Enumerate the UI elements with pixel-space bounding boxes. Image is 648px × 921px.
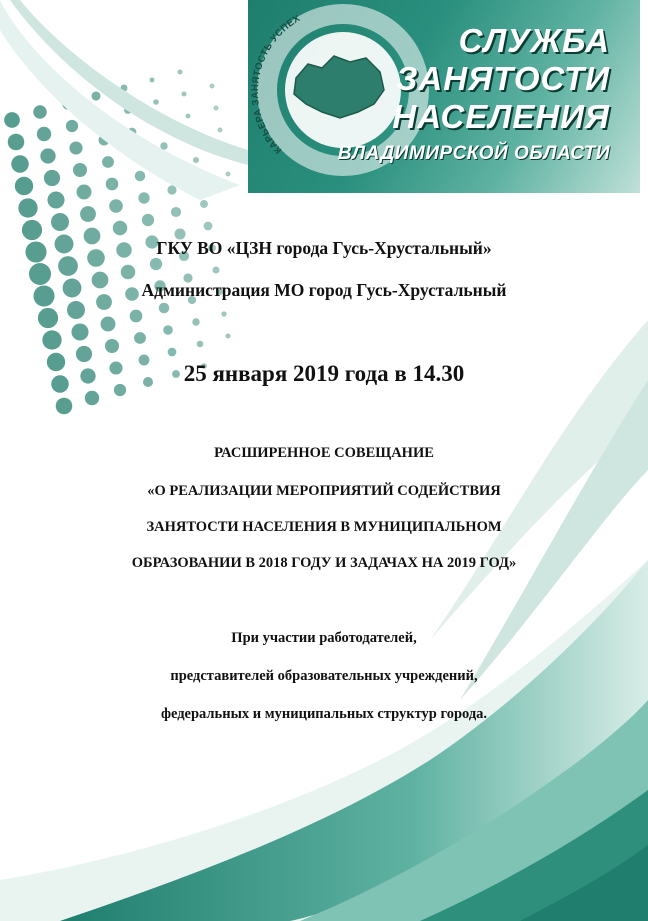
decor-dot bbox=[18, 198, 37, 217]
decor-dot bbox=[69, 141, 82, 154]
decor-dot bbox=[4, 112, 20, 128]
event-title-line-3: ЗАНЯТОСТИ НАСЕЛЕНИЯ В МУНИЦИПАЛЬНОМ bbox=[146, 519, 502, 535]
decor-dot bbox=[40, 148, 55, 163]
decor-dot bbox=[221, 311, 226, 316]
decor-dot bbox=[58, 256, 78, 276]
decor-dot bbox=[171, 207, 181, 217]
decor-dot bbox=[178, 70, 183, 75]
decor-dot bbox=[11, 155, 29, 173]
decor-dot bbox=[200, 200, 208, 208]
decor-dot bbox=[197, 341, 204, 348]
decor-dot bbox=[66, 120, 78, 132]
decor-dot bbox=[168, 348, 177, 357]
decor-dot bbox=[121, 265, 136, 280]
decor-dot bbox=[80, 206, 96, 222]
decor-dot bbox=[204, 222, 213, 231]
wave-top-left bbox=[0, 0, 248, 200]
decor-dot bbox=[77, 185, 92, 200]
decor-dot bbox=[213, 267, 220, 274]
decor-dot bbox=[138, 192, 149, 203]
decor-dot bbox=[44, 170, 60, 186]
decor-dot bbox=[8, 134, 25, 151]
decor-dot bbox=[67, 301, 85, 319]
decor-dot bbox=[71, 323, 88, 340]
decor-dot bbox=[76, 346, 92, 362]
decor-dot bbox=[182, 92, 187, 97]
decor-dot bbox=[113, 221, 128, 236]
decor-dot bbox=[51, 213, 69, 231]
event-title-line-2: «О РЕАЛИЗАЦИИ МЕРОПРИЯТИЙ СОДЕЙСТВИЯ bbox=[147, 483, 501, 499]
decor-dot bbox=[186, 114, 191, 119]
decor-dot bbox=[193, 157, 199, 163]
decor-dot bbox=[33, 105, 47, 119]
service-line-1: СЛУЖБА bbox=[458, 22, 610, 59]
decor-dot bbox=[135, 171, 146, 182]
decor-dot bbox=[150, 258, 162, 270]
decor-dot bbox=[218, 128, 223, 133]
decor-dot bbox=[159, 303, 170, 314]
decor-dot bbox=[101, 317, 116, 332]
service-line-3: НАСЕЛЕНИЯ bbox=[392, 98, 610, 135]
service-region: ВЛАДИМИРСКОЙ ОБЛАСТИ bbox=[337, 143, 610, 164]
event-title-line-1: РАСШИРЕННОЕ СОВЕЩАНИЕ bbox=[214, 445, 434, 461]
organizer-line-2: Администрация МО город Гусь-Хрустальный bbox=[141, 280, 507, 300]
service-line-2: ЗАНЯТОСТИ bbox=[396, 60, 610, 97]
decor-dot bbox=[150, 78, 155, 83]
header-banner bbox=[248, 0, 640, 193]
decor-dot bbox=[91, 91, 100, 100]
wave-bottom bbox=[0, 560, 648, 921]
decor-dot bbox=[47, 191, 64, 208]
participants-line-3: федеральных и муниципальных структур города. bbox=[160, 706, 488, 722]
decor-dot bbox=[106, 178, 119, 191]
decor-dot bbox=[210, 84, 215, 89]
decor-dot bbox=[109, 199, 123, 213]
decor-dot bbox=[15, 177, 33, 195]
decor-dot bbox=[102, 156, 114, 168]
service-name bbox=[338, 22, 610, 166]
decor-dot bbox=[142, 214, 154, 226]
decor-dot bbox=[153, 99, 159, 105]
decor-dot bbox=[163, 325, 173, 335]
decor-dot bbox=[226, 172, 231, 177]
participants-line-1: При участии работодателей, bbox=[231, 630, 417, 646]
event-title-line-4: ОБРАЗОВАНИИ В 2018 ГОДУ И ЗАДАЧАХ НА 2019 ГОД» bbox=[131, 555, 517, 571]
decor-dot bbox=[38, 308, 58, 328]
organizer-line-1: ГКУ ВО «ЦЗН города Гусь-Хрустальный» bbox=[156, 238, 492, 258]
logo-ring-text: КАРЬЕРА ЗАНЯТОСТЬ УСПЕХ bbox=[249, 12, 303, 156]
decor-dot bbox=[134, 332, 146, 344]
decor-dot bbox=[42, 330, 61, 349]
decor-dot bbox=[130, 310, 143, 323]
decor-dot bbox=[56, 398, 73, 415]
decor-dot bbox=[226, 334, 231, 339]
event-datetime: 25 января 2019 года в 14.30 bbox=[183, 361, 465, 386]
decor-dot bbox=[73, 163, 87, 177]
decor-dot bbox=[85, 391, 99, 405]
decor-dot bbox=[105, 339, 119, 353]
participants-line-2: представителей образовательных учреждений, bbox=[170, 668, 478, 684]
decor-dot bbox=[192, 318, 199, 325]
decor-dot bbox=[214, 106, 219, 111]
decor-dot bbox=[37, 127, 51, 141]
